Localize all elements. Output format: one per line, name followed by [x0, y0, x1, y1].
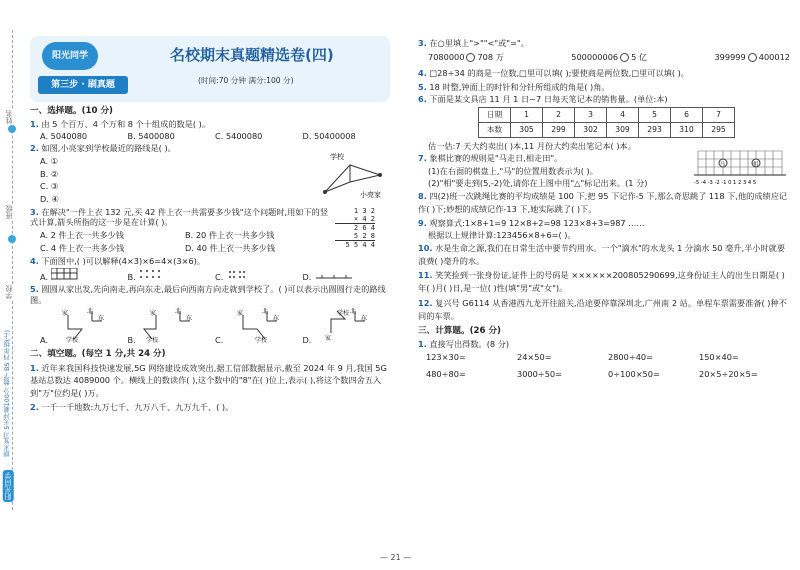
hole-dot — [8, 235, 16, 243]
dot-groups-icon — [226, 268, 254, 280]
route-home-label: 小亮家 — [360, 191, 381, 200]
section-heading: 三、计算题。(26 分) — [418, 326, 501, 337]
svg-text:东: 东 — [98, 314, 105, 322]
option[interactable]: A. ① — [40, 155, 59, 166]
compare-circle[interactable] — [748, 53, 757, 62]
route-school-label: 学校 — [330, 153, 344, 162]
option[interactable]: C. 4 件上衣一共多少钱 — [40, 242, 125, 253]
question-4: 4. 下面图中,( )可以解释(4×3)×6=4×(3×6)。 — [30, 255, 206, 266]
fill-4: 4. □28÷34 的商是一位数,□里可以填( );要使商是两位数,□里可以填( )。 — [418, 67, 689, 78]
option[interactable]: A. 家 北 东 学校 — [40, 307, 128, 345]
calc-1: 1. 直接写出得数。(8 分) — [418, 338, 510, 349]
table-row: 本数 305 299 302 309 293 310 295 — [479, 123, 735, 138]
calc-item[interactable]: 2800÷40= — [608, 352, 653, 363]
fill-7-sub2: (2)"相"要走到(5,-2)处,请你在上图中用"△"标记出来。(1 分) — [428, 177, 648, 188]
fill-8: 8. 四(2)班一次跳绳比赛的平均成绩是 100 下,把 95 下记作-5 下,那么奇思跳了 118 下,他的成绩应记作( )下;妙想的成绩记作-13 下,她实际跳了( )下。 — [418, 191, 788, 214]
fill-5: 5. 18 时整,钟面上的时针和分针所组成的角是( )角。 — [418, 81, 610, 92]
svg-text:北: 北 — [174, 307, 181, 315]
svg-text:学校: 学校 — [337, 309, 350, 317]
svg-text:家: 家 — [325, 334, 332, 342]
fill-9: 9. 观察算式:1×8+1=9 12×8+2=98 123×8+3=987 …… — [418, 217, 645, 228]
table-row: 日期 1 2 3 4 5 6 7 — [479, 108, 735, 123]
option[interactable]: D. 家 北 东 学校 — [303, 307, 391, 345]
svg-text:学校: 学校 — [255, 336, 268, 343]
fill-9-rule: 根据以上规律计算:123456×8+6=( )。 — [428, 229, 576, 240]
dot-array-icon — [138, 268, 166, 280]
compare-item: 7080000 708 万 — [428, 52, 504, 63]
calc-grid — [426, 352, 790, 380]
compare-circle[interactable] — [620, 53, 629, 62]
right-column — [418, 36, 790, 380]
compare-circle[interactable] — [466, 53, 475, 62]
question-3-block — [30, 207, 390, 254]
option[interactable]: A. 5040080 — [40, 130, 88, 141]
compare-row — [428, 52, 790, 62]
svg-text:东: 东 — [185, 314, 192, 322]
compare-item: 399999 400012 — [714, 52, 790, 63]
paper-title: 名校期末真题精选卷(四) — [170, 46, 334, 64]
question-3: 3. 在解决"一件上衣 132 元,买 42 件上衣一共需要多少钱"这个问题时,用如下的竖式计算,箭头所指的这一步是在计算( )。 — [30, 206, 329, 228]
elephant-piece: 相 — [753, 161, 759, 168]
option[interactable]: C. 家 北 东 学校 — [215, 307, 303, 345]
calc-item[interactable]: 123×30= — [426, 352, 466, 363]
question-4-options — [40, 268, 390, 282]
chessboard-figure — [690, 149, 790, 191]
step-badge: 第三步 · 刷真题 — [38, 76, 128, 94]
svg-text:东: 东 — [361, 314, 368, 322]
option[interactable]: B. ② — [40, 168, 59, 179]
number-line-icon — [314, 268, 354, 280]
fill-6-estimate: 估一估:7 天大约卖出( )本,11 月份大约卖出笔记本( )本。 — [428, 141, 636, 152]
fill-6: 6. 下面是某文具店 11 月 1 日~7 日每天笔记本的销售量。(单位:本) — [418, 93, 668, 104]
fill-1: 1. 近年来我国科技快速发展,5G 网络建设成效突出,据工信部数据显示,截至 2024 年 9 月,我国 5G 基站总数达 4089000 个。横线上的数读作( ),这个数中的"8"在( )位上,表示( ),将这个数四舍五入到"万"位约是( )万。 — [30, 362, 387, 399]
school-label: 学校 — [5, 285, 13, 299]
fill-2: 2. 一千一千地数:九万七千、九万八千、九万九千、( )。 — [30, 401, 234, 412]
calc-item[interactable]: 0÷100×50= — [608, 369, 660, 380]
option[interactable]: B. 5400080 — [127, 130, 175, 141]
option[interactable]: B. — [128, 268, 216, 282]
paper-header — [30, 36, 390, 102]
series-text: 期末复习 5天冲刺100分 数学 BS 四年级(上) — [3, 330, 11, 458]
option[interactable]: B. 20 件上衣一共多少钱 — [185, 230, 275, 241]
logo: 阳光同学 — [42, 42, 98, 70]
fill-11: 11. 笑笑捡到一张身份证,证件上的号码是 ××××××200805290699,这身份证主人的出生日期是( )年( )月( )日,是一位( )性(填"男"或"女")。 — [418, 270, 785, 294]
question-2-block — [30, 143, 390, 204]
route-map-a — [48, 307, 108, 343]
option[interactable]: C. ③ — [40, 181, 59, 192]
fill-3: 3. 在○里填上">""<"或"="。 — [418, 38, 529, 48]
cube-grid-icon — [51, 268, 79, 280]
question-5: 5. 圆圆从家出发,先向南走,再向东走,最后向西南方向走就到学校了。( )可以表示出圆圆行走的路线图。 — [30, 284, 386, 305]
option[interactable]: D. ④ — [40, 194, 59, 205]
route-map-b — [136, 307, 196, 343]
route-map-c — [223, 307, 283, 343]
fill-7-sub1: (1)在右面的棋盘上,"马"的位置用数表示为( )。 — [428, 165, 598, 176]
option[interactable]: C. — [215, 268, 303, 282]
paper-subtitle: (时间:70 分钟 满分:100 分) — [198, 76, 294, 85]
section-heading: 一、选择题。(10 分) — [30, 106, 113, 116]
hole-dot — [8, 125, 16, 133]
route-figure — [310, 147, 390, 207]
question-1-options — [40, 131, 390, 141]
fill-7: 7. 象棋比赛的规则是"马走日,相走田"。 — [418, 153, 563, 164]
svg-text:家: 家 — [149, 309, 156, 317]
option[interactable]: B. 家 北 东 学校 — [128, 307, 216, 345]
svg-text:家: 家 — [237, 309, 244, 317]
option[interactable]: D. 40 件上衣一共多少钱 — [185, 242, 276, 253]
option[interactable]: A. 2 件上衣一共多少钱 — [40, 230, 124, 241]
calc-item[interactable]: 20×5÷20×5= — [699, 369, 758, 380]
sales-table — [478, 107, 735, 138]
page-number: — 21 — — [380, 553, 412, 562]
fill-12: 12. 复兴号 G6114 从香港西九龙开往韶关,沿途要停靠深圳北,广州南 2 站。单程车票需要准备( )种不同的车票。 — [418, 297, 787, 321]
route-map-d — [311, 307, 371, 343]
option[interactable]: D. — [303, 268, 391, 282]
compare-item: 500000006 5 亿 — [571, 52, 648, 63]
question-2: 2. 如图,小亮家到学校最近的路线是( )。 — [30, 143, 176, 154]
question-5-options — [40, 307, 390, 345]
svg-text:家: 家 — [62, 309, 69, 317]
option[interactable]: A. — [40, 268, 128, 282]
svg-text:学校: 学校 — [145, 336, 158, 343]
calc-item[interactable]: 24×50= — [517, 352, 552, 363]
binding-line — [12, 30, 13, 510]
question-3-options — [40, 229, 330, 254]
horse-piece: 马 — [720, 161, 726, 168]
section-heading: 二、填空题。(每空 1 分,共 24 分) — [30, 348, 166, 359]
svg-text:北: 北 — [262, 307, 269, 315]
name-label: 姓名 — [5, 110, 13, 124]
svg-text:东: 东 — [273, 314, 280, 322]
svg-text:北: 北 — [87, 307, 94, 315]
vertical-calc: 1 3 2 × 4 2 2 6 4 5 2 8 5 5 4 4 — [335, 207, 375, 249]
option[interactable]: D. 50400008 — [302, 130, 356, 141]
axis-labels: -5 -4 -3 -2 -1 0 1 2 3 4 5 — [694, 180, 757, 187]
binding-sidebar — [0, 0, 26, 570]
brand-badge: 阳光同学 — [4, 472, 12, 500]
calc-item[interactable]: 480÷80= — [426, 369, 466, 380]
fill-10: 10. 水是生命之源,我们在日常生活中要节约用水。一个"滴水"的水龙头 1 分滴水 50 毫升,半小时就要浪费( )毫升的水。 — [418, 243, 786, 266]
calc-item[interactable]: 3000÷50= — [517, 369, 562, 380]
calc-item[interactable]: 150×40= — [699, 352, 739, 363]
option[interactable]: C. 5400080 — [215, 130, 263, 141]
class-label: 班级 — [5, 205, 13, 219]
svg-text:学校: 学校 — [66, 336, 79, 343]
question-1: 1. 由 5 个百万、4 个万和 8 个十组成的数是( )。 — [30, 118, 211, 129]
svg-text:北: 北 — [350, 307, 357, 315]
fill-7-block — [418, 153, 790, 188]
left-column — [30, 36, 390, 414]
